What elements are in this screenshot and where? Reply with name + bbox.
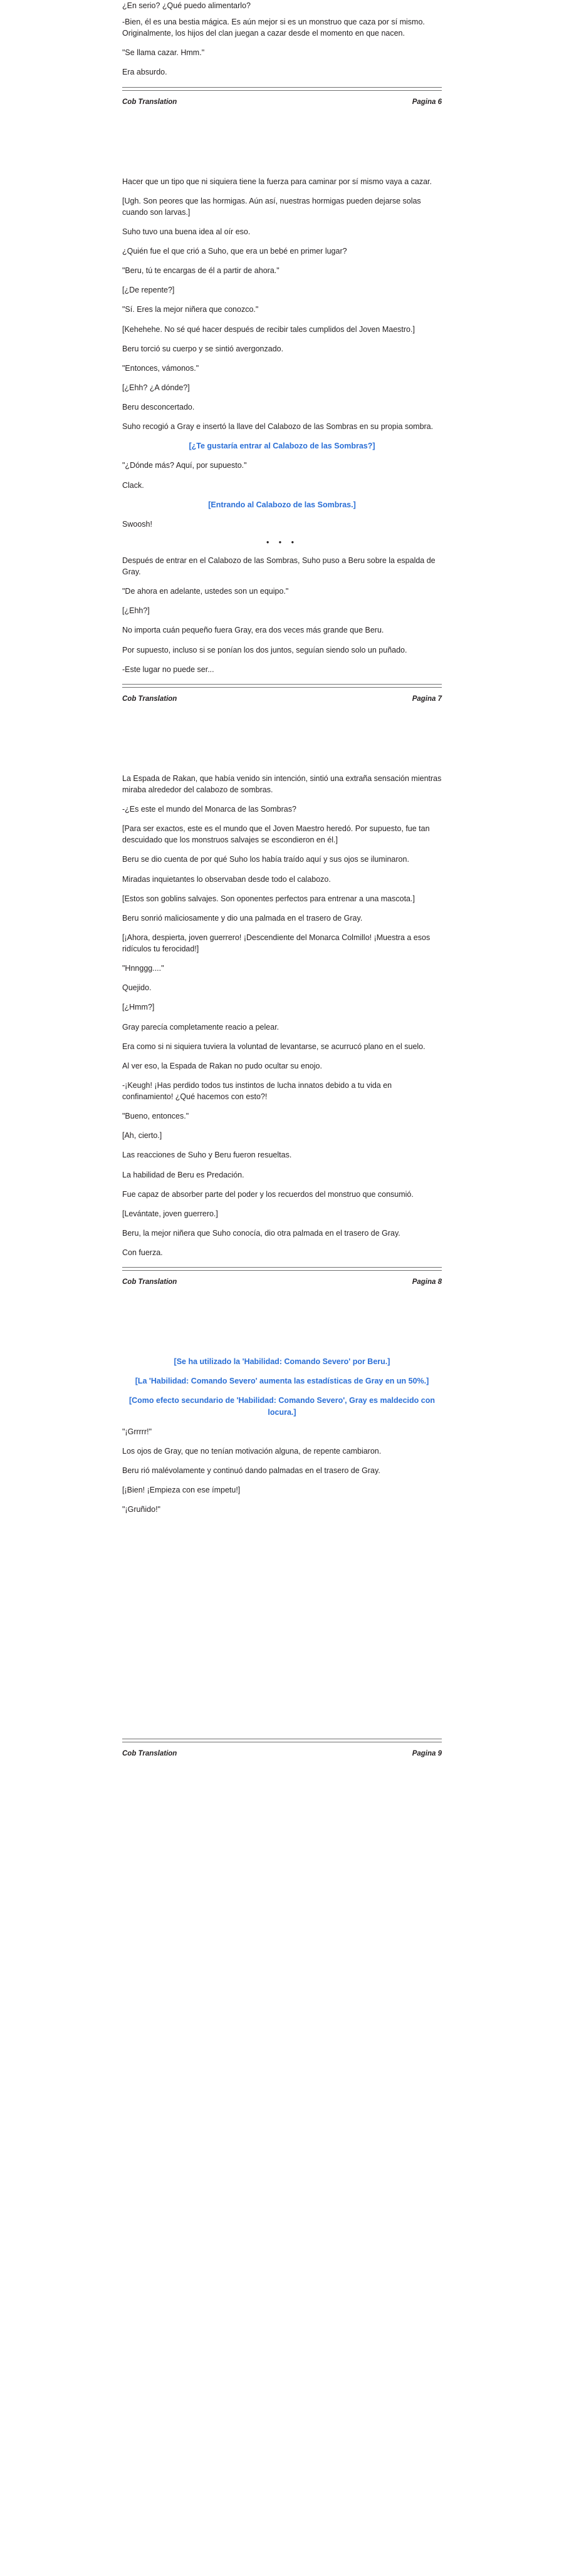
footer-divider-second	[122, 1270, 442, 1271]
paragraph: [¿Ehh? ¿A dónde?]	[122, 383, 190, 392]
scene-break: • • •	[266, 537, 298, 547]
paragraph: Gray parecía completamente reacio a pelear.	[122, 1022, 279, 1032]
paragraph: "¡Gruñido!"	[122, 1505, 160, 1514]
spacer	[122, 155, 442, 176]
page-number: Pagina 6	[412, 98, 442, 106]
paragraph: Fue capaz de absorber parte del poder y los recuerdos del monstruo que consumió.	[122, 1189, 414, 1199]
paragraph: Beru rió malévolamente y continuó dando palmadas en el trasero de Gray.	[122, 1466, 380, 1475]
paragraph: [Kehehehe. No sé qué hacer después de recibir tales cumplidos del Joven Maestro.]	[122, 324, 415, 334]
paragraph: [¿Ehh?]	[122, 606, 150, 616]
paragraph: No importa cuán pequeño fuera Gray, era dos veces más grande que Beru.	[122, 626, 384, 635]
paragraph: [Para ser exactos, este es el mundo que el Joven Maestro heredó. Por supuesto, fue tan descuidado que los monstruos salvajes se escondieron en él.]	[122, 824, 430, 845]
paragraph: Beru se dio cuenta de por qué Suho los había traído aquí y sus ojos se iluminaron.	[122, 855, 409, 864]
page-separator	[0, 106, 564, 155]
paragraph: Beru desconcertado.	[122, 403, 195, 411]
paragraph: Después de entrar en el Calabozo de las Sombras, Suho puso a Beru sobre la espalda de Gray.	[122, 556, 436, 576]
system-message: [Como efecto secundario de 'Habilidad: Comando Severo', Gray es maldecido con locura.]	[128, 1396, 435, 1417]
system-message: [La 'Habilidad: Comando Severo' aumenta las estadísticas de Gray en un 50%.]	[135, 1377, 429, 1386]
page-content	[122, 752, 442, 1258]
footer-divider	[122, 684, 442, 685]
blank-space	[122, 1523, 442, 1730]
paragraph: Los ojos de Gray, que no tenían motivación alguna, de repente cambiaron.	[122, 1446, 382, 1456]
footer-row	[122, 1278, 442, 1286]
paragraph: "Beru, tú te encargas de él a partir de ahora."	[122, 266, 279, 276]
paragraph: Miradas inquietantes lo observaban desde todo el calabozo.	[122, 874, 331, 884]
paragraph: -Este lugar no puede ser...	[122, 665, 214, 674]
paragraph: Por supuesto, incluso si se ponían los dos juntos, seguían siendo solo un puñado.	[122, 645, 407, 654]
page-number: Pagina 9	[412, 1750, 442, 1758]
paragraph: [Levántate, joven guerrero.]	[122, 1209, 218, 1218]
system-message: [¿Te gustaría entrar al Calabozo de las Sombras?]	[189, 442, 375, 451]
paragraph: Hacer que un tipo que ni siquiera tiene la fuerza para caminar por sí mismo vaya a cazar.	[122, 177, 432, 186]
footer-divider-second	[122, 90, 442, 91]
footer-row	[122, 695, 442, 703]
footer-divider	[122, 1267, 442, 1268]
spacer	[122, 1335, 442, 1356]
paragraph: Suho recogió a Gray e insertó la llave del Calabozo de las Sombras en su propia sombra.	[122, 422, 434, 432]
paragraph: [¡Ahora, despierta, joven guerrero! ¡Descendiente del Monarca Colmillo! ¡Muestra a esos ridículos tu ferocidad!]	[122, 933, 431, 953]
page-footer	[122, 1267, 442, 1286]
page-content	[122, 155, 442, 675]
paragraph: Al ver eso, la Espada de Rakan no pudo ocultar su enojo.	[122, 1061, 322, 1070]
document-page	[0, 1335, 564, 1757]
paragraph: "Bueno, entonces."	[122, 1112, 189, 1121]
paragraph: [¡Bien! ¡Empieza con ese ímpetu!]	[122, 1486, 241, 1494]
paragraph: Beru sonrió maliciosamente y dio una palmada en el trasero de Gray.	[122, 913, 363, 923]
paragraph: Swoosh!	[122, 519, 152, 529]
paragraph: -Bien, él es una bestia mágica. Es aún mejor si es un monstruo que caza por sí mismo. Originalmente, los hijos del clan juegan a cazar desde el momento en que nacen.	[122, 18, 425, 38]
document-page	[0, 155, 564, 703]
page-footer	[122, 87, 442, 106]
footer-row	[122, 98, 442, 106]
system-message: [Se ha utilizado la 'Habilidad: Comando Severo' por Beru.]	[174, 1357, 390, 1367]
paragraph: "Entonces, vámonos."	[122, 363, 199, 373]
page-number: Pagina 7	[412, 695, 442, 703]
spacer	[122, 10, 442, 16]
paragraph: [¿Hmm?]	[122, 1003, 155, 1012]
footer-divider	[122, 87, 442, 88]
paragraph: "¿Dónde más? Aquí, por supuesto."	[122, 461, 247, 470]
paragraph: "De ahora en adelante, ustedes son un equipo."	[122, 587, 289, 596]
translation-credit: Cob Translation	[122, 695, 177, 703]
page-separator	[0, 1286, 564, 1335]
translation-credit: Cob Translation	[122, 98, 177, 106]
footer-divider-second	[122, 687, 442, 688]
paragraph: Beru torció su cuerpo y se sintió avergonzado.	[122, 344, 284, 353]
page-content	[122, 1335, 442, 1730]
paragraph: Con fuerza.	[122, 1248, 163, 1257]
paragraph: "Hnnggg...."	[122, 964, 164, 973]
paragraph: -¿Es este el mundo del Monarca de las Sombras?	[122, 805, 296, 814]
paragraph: La Espada de Rakan, que había venido sin intención, sintió una extraña sensación mientras miraba alrededor del calabozo de sombras.	[122, 773, 442, 794]
paragraph: ¿Quién fue el que crió a Suho, que era un bebé en primer lugar?	[122, 247, 347, 256]
cut-off-line: ¿En serio? ¿Qué puedo alimentarlo?	[122, 1, 251, 10]
paragraph: -¡Keugh! ¡Has perdido todos tus instintos de lucha innatos debido a tu vida en confinamiento! ¿Qué hacemos con esto?!	[122, 1080, 392, 1101]
paragraph: "¡Grrrrr!"	[122, 1427, 152, 1436]
paragraph: [Estos son goblins salvajes. Son oponentes perfectos para entrenar a una mascota.]	[122, 894, 415, 903]
paragraph: Beru, la mejor niñera que Suho conocía, dio otra palmada en el trasero de Gray.	[122, 1228, 400, 1238]
paragraph: La habilidad de Beru es Predación.	[122, 1170, 244, 1179]
paragraph: Clack.	[122, 480, 144, 490]
paragraph: [¿De repente?]	[122, 286, 175, 295]
document-page	[0, 752, 564, 1286]
footer-row	[122, 1750, 442, 1757]
paragraph: "Se llama cazar. Hmm."	[122, 48, 205, 58]
translation-credit: Cob Translation	[122, 1278, 177, 1286]
page-number: Pagina 8	[412, 1278, 442, 1286]
page-separator	[0, 703, 564, 752]
page-footer	[122, 1739, 442, 1757]
paragraph: [Ugh. Son peores que las hormigas. Aún así, nuestras hormigas pueden dejarse solas cuando son larvas.]	[122, 196, 421, 217]
translation-credit: Cob Translation	[122, 1750, 177, 1758]
paragraph: Quejido.	[122, 983, 152, 993]
spacer	[122, 752, 442, 773]
system-message: [Entrando al Calabozo de las Sombras.]	[208, 500, 356, 509]
document-page	[0, 0, 564, 106]
paragraph: [Ah, cierto.]	[122, 1131, 162, 1141]
paragraph: Las reacciones de Suho y Beru fueron resueltas.	[122, 1151, 292, 1160]
page-footer	[122, 684, 442, 703]
paragraph: "Sí. Eres la mejor niñera que conozco."	[122, 305, 259, 314]
paragraph: Era absurdo.	[122, 68, 167, 77]
page-content	[122, 0, 442, 78]
paragraph: Era como si ni siquiera tuviera la voluntad de levantarse, se acurrucó plano en el suelo.	[122, 1042, 426, 1051]
paragraph: Suho tuvo una buena idea al oír eso.	[122, 227, 251, 236]
